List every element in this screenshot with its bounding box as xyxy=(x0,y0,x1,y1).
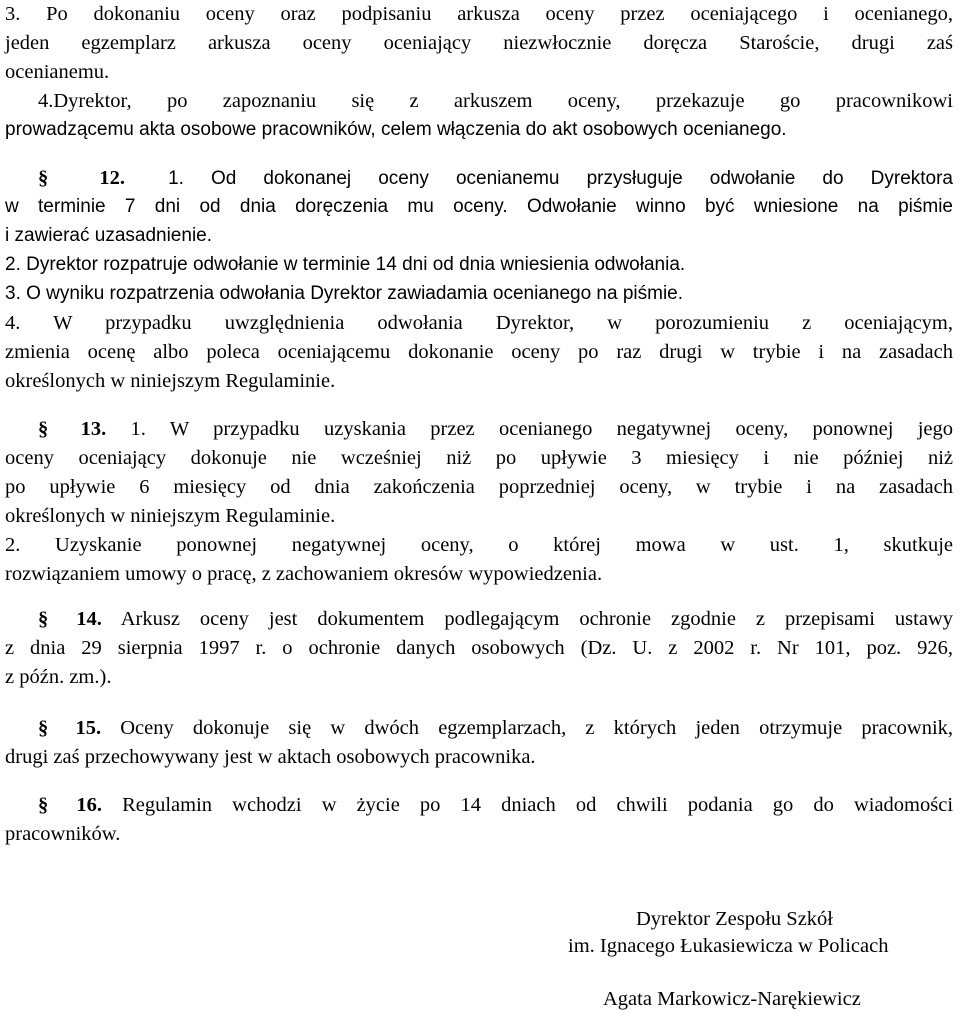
section-14-symbol: § xyxy=(38,608,49,630)
section-15-line-2: drugi zaś przechowywany jest w aktach osobowych pracownika. xyxy=(5,746,536,768)
section-12-line-3: i zawierać uzasadnienie. xyxy=(5,225,213,246)
signature-title: Dyrektor Zespołu Szkół xyxy=(636,908,833,930)
paragraph-3-line-1: 3. Po dokonaniu oceny oraz podpisaniu arkusza oceny przez oceniającego i ocenianego, xyxy=(5,3,953,25)
section-16-number: 16. xyxy=(76,794,102,816)
paragraph-3-line-3: ocenianemu. xyxy=(5,61,110,83)
section-13-line-1 xyxy=(38,415,953,443)
section-12-line-5: 3. O wyniku rozpatrzenia odwołania Dyrektor zawiadamia ocenianego na piśmie. xyxy=(5,283,684,304)
section-12-line-2: w terminie 7 dni od dnia doręczenia mu oceny. Odwołanie winno być wniesione na piśmie xyxy=(5,196,953,217)
section-14-text: Arkusz oceny jest dokumentem podlegającym ochronie zgodnie z przepisami ustawy xyxy=(120,608,953,630)
signature-name: Agata Markowicz-Narękiewicz xyxy=(603,988,861,1010)
section-14-line-3: z późn. zm.). xyxy=(5,666,112,688)
section-15-number: 15. xyxy=(75,717,102,739)
section-14-line-2: z dnia 29 sierpnia 1997 r. o ochronie danych osobowych (Dz. U. z 2002 r. Nr 101, poz. 926, xyxy=(5,637,953,659)
section-13-symbol: § xyxy=(38,418,49,440)
section-13-line-3: po upływie 6 miesięcy od dnia zakończenia poprzedniej oceny, w trybie i na zasadach xyxy=(5,476,953,498)
section-13-number: 13. xyxy=(80,418,107,440)
section-13-text: 1. W przypadku uzyskania przez ocenianego negatywnej oceny, ponownej jego xyxy=(130,418,954,440)
section-12-text: 1. Od dokonanej oceny ocenianemu przysługuje odwołanie do Dyrektora xyxy=(168,168,953,189)
section-12-line-4: 2. Dyrektor rozpatruje odwołanie w terminie 14 dni od dnia wniesienia odwołania. xyxy=(5,254,686,275)
section-12-symbol: § xyxy=(38,167,49,189)
section-16-symbol: § xyxy=(38,794,49,816)
section-12-line-6: 4. W przypadku uwzględnienia odwołania Dyrektor, w porozumieniu z oceniającym, xyxy=(5,312,953,334)
section-12-line-7: zmienia ocenę albo poleca oceniającemu dokonanie oceny po raz drugi w trybie i na zasadach xyxy=(5,341,953,363)
section-13-line-5: 2. Uzyskanie ponownej negatywnej oceny, o której mowa w ust. 1, skutkuje xyxy=(5,534,953,556)
section-16-text: Regulamin wchodzi w życie po 14 dniach od chwili podania go do wiadomości xyxy=(122,794,954,816)
section-12-line-1 xyxy=(38,164,953,193)
section-16-line-1 xyxy=(38,791,953,819)
paragraph-4-line-1: 4.Dyrektor, po zapoznaniu się z arkuszem oceny, przekazuje go pracownikowi xyxy=(38,90,953,112)
section-12-number: 12. xyxy=(99,167,125,189)
section-15-text: Oceny dokonuje się w dwóch egzemplarzach, z których jeden otrzymuje pracownik, xyxy=(120,717,954,739)
paragraph-3-line-2: jeden egzemplarz arkusza oceny oceniający niezwłocznie doręcza Staroście, drugi zaś xyxy=(5,32,953,54)
section-15-symbol: § xyxy=(38,717,49,739)
section-14-line-1 xyxy=(38,605,953,633)
section-13-line-6: rozwiązaniem umowy o pracę, z zachowaniem okresów wypowiedzenia. xyxy=(5,563,603,585)
section-14-number: 14. xyxy=(76,608,102,630)
section-12-line-8: określonych w niniejszym Regulaminie. xyxy=(5,370,336,392)
section-13-line-2: oceny oceniający dokonuje nie wcześniej niż po upływie 3 miesięcy i nie później niż xyxy=(5,447,953,469)
section-16-line-2: pracowników. xyxy=(5,823,121,845)
signature-school: im. Ignacego Łukasiewicza w Policach xyxy=(568,935,889,957)
section-15-line-1 xyxy=(38,714,953,742)
paragraph-4-line-2: prowadzącemu akta osobowe pracowników, celem włączenia do akt osobowych ocenianego. xyxy=(5,119,787,140)
section-13-line-4: określonych w niniejszym Regulaminie. xyxy=(5,505,336,527)
